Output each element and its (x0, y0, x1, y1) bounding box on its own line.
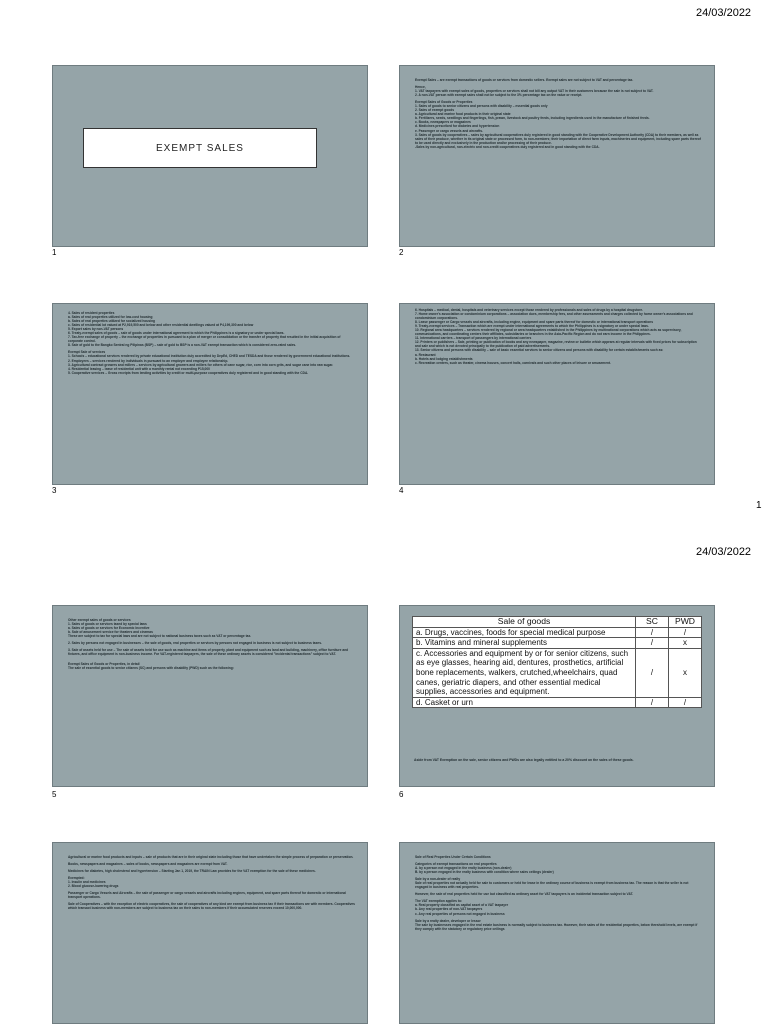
slide-body (415, 308, 702, 365)
slide-text-line: b. Hotels and lodging establishments (415, 356, 473, 361)
slide-text-line: 7. Tax-free exchange of property – the exchange of properties in pursuant to a plan of merger or consolidation or the transfer of property that resulted in the initial acquisition of corporate control. (68, 335, 341, 344)
slide-6 (399, 605, 715, 787)
slide-text-line: 3. Agricultural contract growers and millers – services by agricultural growers and millers for others of cane sugar, rice, corn into corn grits, and sugar cane into raw sugar. (68, 362, 334, 367)
slide-text-line: However, the sale of real properties held for use but classified as ordinary asset for VAT taxpayers is an incidental transaction subject to VAT. (415, 892, 634, 897)
slide-text-line: Medicines for diabetes, high cholesterol and hypertension – Starting Jan 1, 2019, the TRAIN Law provides for the VAT exemption for the sale of these medicines. (68, 869, 316, 874)
column-header: SC (636, 617, 669, 628)
slide-text-line: b. Any real properties of non-VAT taxpayers (415, 907, 483, 912)
slide-5 (52, 605, 368, 787)
slide-text-line: b. Sales of real properties utilized for socialized housing (68, 319, 156, 324)
slide-text-line: Sale of real properties not actually held for sale to customers or held for lease in the ordinary course of business is exempt from business tax. The reason is that the seller is not engaged in business with real properties. (415, 881, 689, 890)
slide-text-line: Agricultural or marine food products and inputs – sale of products that are in their original state including those that have undertaken the simple process of preparation or preservation. (68, 855, 354, 859)
slide-text-line: -Sales by non-agricultural, non-electric and non-credit cooperatives duly registered and in good standing with the CDA. (415, 144, 600, 149)
slide-text-line: Sale of Real Properties Under Certain Conditions (415, 855, 491, 859)
slide-3 (52, 303, 368, 485)
slide-body (415, 78, 702, 149)
page-date: 24/03/2022 (696, 546, 752, 558)
slide-text-line: Exempted: (68, 876, 85, 881)
slide-number: 3 (52, 486, 57, 495)
table-cell: / (636, 638, 669, 649)
slide-text-line: 9. Treaty-exempt services – Transaction which are exempt under international agreements to which the Philippines is a signatory or under special laws. (415, 324, 649, 329)
slide-text-line: 2. Blood glucose-lowering drugs (68, 884, 119, 889)
slide-text-line: The sale by businesses engaged in the real estate business is normally subject to business tax. However, their sales of the residential properties, below threshold levels, are exempt if they comply with the statutory or regulatory price ceilings (415, 922, 698, 931)
slide-text-line: Other exempt sales of goods or services (68, 618, 131, 622)
slide-text-line: B. by a person engaged in the realty business with condition where sales ceilings (dealer) (415, 870, 554, 875)
slide-text-line: 4. Residential leasing – lease of residential unit with a monthly rental not exceeding P15,000 (68, 366, 210, 371)
page-number: 1 (756, 500, 762, 511)
page-date: 24/03/2022 (696, 7, 752, 19)
slide-text-line: 5. Cooperative services – Gross receipts from lending activities by credit or multi-purpose cooperatives duly registered and in good standing with the CDA. (68, 370, 309, 375)
table-cell: x (669, 648, 702, 697)
slide-text-line: 3. Sales of goods by cooperatives – sales by agricultural cooperatives duly registered in good standing with the Cooperative Development Authority (CDA) to their members, as well as sales of their produce, whether in its original state or processed form, to non-members; their importation of direct farm inputs, machineries and equipment, including spare parts thereof to be used directly and exclusively in the production and/or processing of their produce. (415, 132, 701, 145)
slide-text-line: 1. VAT taxpayers with exempt sales of goods, properties or services shall not bill any output VAT in their customers because the sale is not subject to VAT. (415, 89, 654, 94)
slide-text-line: 7. Home owner's association or condominium corporations – association dues, membership fees, and other assessments and charges collected by home owner's associations and condominium corporations. (415, 312, 693, 321)
table-row (413, 648, 702, 697)
slide-4 (399, 303, 715, 485)
slide-text-line: 13. Senior citizens and persons with disability – sale of basic essential services to senior citizens and persons with disability for certain establishments such as: (415, 348, 664, 353)
slide-number: 4 (399, 486, 404, 495)
slide-body (68, 618, 355, 670)
slide-text-line: c. Sales of residential lot valued at P2,919,500 and below and other residential dwellings valued at P4,199,300 and below (68, 323, 254, 328)
slide-text-line: 5. Export sales by non-VAT persons (68, 327, 124, 332)
slide-text-line: 2. Sales by persons not engaged in businesses – the sale of goods, real properties or services by persons not engaged in business is not subject to business taxes. (68, 641, 322, 646)
table-cell: / (636, 697, 669, 708)
table-cell: / (669, 627, 702, 638)
column-header: Sale of goods (413, 617, 636, 628)
slide-text-line: Exempt Sales – are exempt transactions of goods or services from domestic sellers. Exempt sales are not subject to VAT and percentage tax. (415, 78, 634, 82)
sale-of-goods-table (412, 616, 702, 708)
slide-number: 1 (52, 248, 57, 257)
slide-title: EXEMPT SALES (83, 128, 317, 168)
slide-text-line: e. Passenger or cargo vessels and aircrafts. (415, 128, 483, 133)
slide-note: Aside from VAT Exemption on the sale, senior citizens and PWDs are also legally entitled to a 20% discount on the sales of these goods. (414, 758, 634, 762)
slide-text-line: 1. Schools – educational services rendered by private educational institution duly accredited by DepEd, CHED and TESDA and those rendered by government educational institutions. (68, 354, 351, 359)
table-cell: d. Casket or urn (413, 697, 636, 708)
slide-body (68, 311, 355, 375)
table-cell: x (669, 638, 702, 649)
slide-text-line: a. Agricultural and marine food products in their original state (415, 112, 511, 117)
slide-text-line: a. Sales of real properties utilized for low-cost housing (68, 315, 153, 320)
slide-text-line: 3. Sale of assets held for use – The sale of assets held for use such as machine and items of property, plant and equipment such as land and building, machinery, office furniture and fixtures, and office equipment is non-business income. For VAT-registered taxpayers, the sale of these ordinary assets is considered "incidental transactions" subject to VAT. (68, 648, 349, 657)
slide-text-line: 2. Sales of exempt goods (415, 108, 455, 113)
slide-text-line: 1. Sales of goods to senior citizens and persons with disability – essential goods only (415, 104, 548, 109)
slide-text-line: Books, newspapers and magazines – sales of books, newspapers and magazines are exempt from VAT. (68, 862, 228, 867)
slide-text-line: 6. Treaty-exempt sales of goods – sale of goods under international agreement to which the Philippines is a signatory or under special laws. (68, 331, 285, 336)
slide-text-line: a. Real property classified as capital asset of a VAT taxpayer (415, 903, 509, 908)
table-cell: / (669, 697, 702, 708)
slide-text-line: 8. Sale of gold to the Bangko Sentral ng Pilipinas (BSP) – sale of gold to BSP is a non-VAT exempt transaction which is considered zero-rated sales. (68, 343, 297, 348)
slide-8 (399, 842, 715, 1024)
slide-text-line: Sale of Cooperatives – with the exception of electric cooperatives, the sale of cooperatives of any kind are exempt from business tax if their transactions are with members. Cooperatives which transact business with non-members are subject to business tax on their sales to non-members if their accumulated reserves exceed 10,000,000. (68, 902, 355, 911)
slide-text-line: The VAT exemption applies to: (415, 899, 463, 904)
slide-number: 2 (399, 248, 404, 257)
column-header: PWD (669, 617, 702, 628)
slide-number: 5 (52, 790, 57, 799)
table-cell: b. Vitamins and mineral supplements (413, 638, 636, 649)
slide-1 (52, 65, 368, 247)
slide-body (68, 855, 355, 910)
slide-text-line: These are subject to tax for special laws and are not subject to national business taxes such as VAT or percentage tax. (68, 634, 252, 639)
slide-text-line: 12. Printers or publishers – Sale, printing or publication of books and any newspaper, magazine, review or bulletin which appears at regular intervals with fixed prices for subscription and sale and which is not devoted principally to the publication of paid advertisements. (415, 340, 697, 349)
slide-text-line: b. Fertilizers, seeds, seedlings and fingerlings, fish, prawn, livestock and poultry feeds, including ingredients used in the manufacture of finished feeds. (415, 116, 650, 121)
slide-text-line: Sale by a realty dealer, developer or lessor (415, 918, 481, 923)
slide-2 (399, 65, 715, 247)
slide-text-line: 2. A non-VAT person with exempt sales shall not be subject to the 3% percentage tax on the value or receipt. (415, 93, 583, 98)
slide-text-line: c. Books, newspapers or magazines (415, 120, 471, 125)
table-row (413, 638, 702, 649)
slide-text-line: 1. Insulin and medicines (68, 880, 106, 885)
slide-text-line: Sale by a non-dealer of realty (415, 877, 461, 882)
slide-text-line: Hence, (415, 85, 426, 90)
table-cell: / (636, 648, 669, 697)
table-cell: c. Accessories and equipment by or for senior citizens, such as eye glasses, hearing aid, dentures, prosthetics, artificial bone replacements, walkers, crutched,wheelchairs, quad canes, geriatric diapers, and other essential medical supplies, accessories and equipment. (413, 648, 636, 697)
slide-text-line: 1. Sales of goods or services taxed by special laws (68, 622, 147, 627)
slide-7 (52, 842, 368, 1024)
table-cell: / (636, 627, 669, 638)
slide-number: 6 (399, 790, 404, 799)
slide-text-line: The sale of essential goods to senior citizens (SC) and persons with disability (PWD) such as the following: (68, 666, 234, 671)
slide-text-line: 11. International carriers – transport of passengers by international carriers (415, 336, 532, 341)
slide-text-line: Exempt Sales of Goods or Properties (415, 100, 473, 105)
slide-text-line: A. by a person not engaged in the realty business (non-dealer) (415, 866, 512, 871)
slide-text-line: Categories of exempt transactions on real properties (415, 862, 497, 867)
slide-text-line: Exempt Sales of Goods or Properties, in detail (68, 662, 140, 667)
slide-text-line: 8. Lease passenger or Cargo vessels and aircrafts, including engine, equipment and spare parts thereof for domestic or international transport operations (415, 320, 654, 325)
slide-text-line: Passenger or Cargo Vessels and Aircrafts – the sale of passenger or cargo vessels and aircrafts including engines, equipment, and spare parts thereof for domestic or international transport operations. (68, 891, 347, 900)
slide-text-line: c. Any real properties of persons not engaged in business (415, 911, 505, 916)
slide-body (415, 855, 702, 931)
slide-text-line: a. Restaurant (415, 352, 436, 357)
slide-text-line: c. Recreation centers, such as theater, cinema houses, concert halls, carnivals and such other places of leisure or amusement. (415, 360, 611, 365)
slide-text-line: 6. Hospitals – medical, dental, hospitals and veterinary services except those rendered by professionals and sales of drugs by a hospital drugstore. (415, 308, 644, 312)
table-header-row (413, 617, 702, 628)
table-row (413, 627, 702, 638)
slide-text-line: 10. Regional area headquarters – services rendered by regional or area headquarters established in the Philippines by multinational corporations which acts as supervisory, communications, and coordinating centers their affiliates, subsidiaries or branches in the Asia-Pacific Region and do not earn income in the Philippines. (415, 328, 682, 337)
table-row (413, 697, 702, 708)
slide-text-line: 4. Sales of resident properties (68, 311, 115, 315)
slide-text-line: Exempt Sale of services (68, 350, 106, 355)
slide-text-line: 2. Employees – services rendered by individuals in pursuant to an employer and employee relationship. (68, 358, 229, 363)
slide-text-line: a. Sales of goods or services for Economic Incentive (68, 626, 150, 631)
slide-text-line: d. Medicines prescribed for diabetes and hypertension (415, 124, 500, 129)
table-cell: a. Drugs, vaccines, foods for special medical purpose (413, 627, 636, 638)
slide-text-line: b. Sale of amusement service for theaters and cinemas (68, 630, 153, 635)
